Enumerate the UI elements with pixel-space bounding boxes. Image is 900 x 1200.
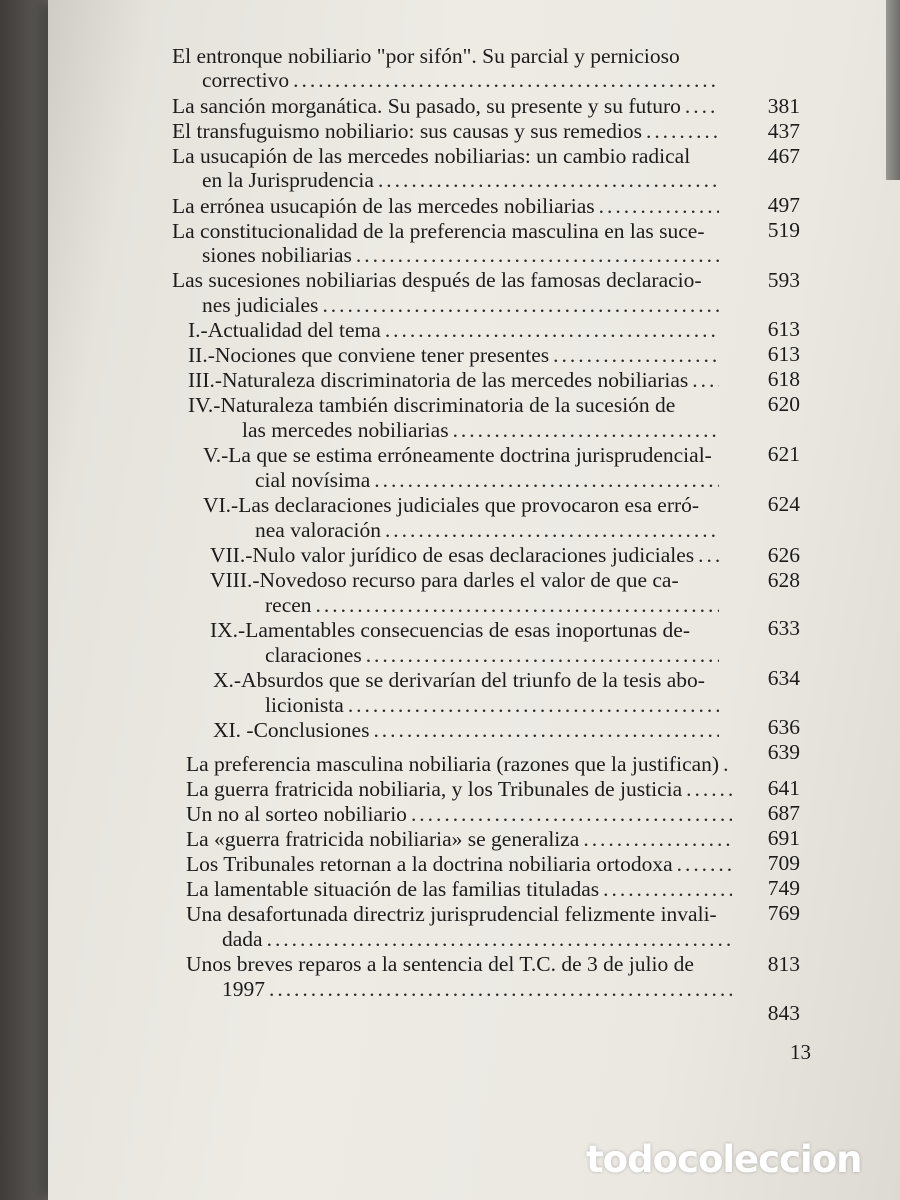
toc-entry-text: II.-Nociones que conviene tener presentes	[188, 343, 550, 367]
toc-entry	[186, 952, 694, 976]
dot-leader	[692, 368, 719, 392]
toc-entry-text: La lamentable situación de las familias tituladas	[186, 877, 600, 901]
toc-entry-text: cial novísima	[255, 468, 371, 492]
toc-entry	[203, 493, 699, 517]
toc-entry-text: Las sucesiones nobiliarias después de las famosas declaracio-	[172, 268, 702, 292]
toc-entry	[186, 752, 738, 776]
toc-entry-text: La sanción morganática. Su pasado, su presente y su futuro	[172, 94, 681, 118]
toc-entry	[188, 318, 725, 342]
toc-entry	[172, 119, 725, 143]
toc-entry-text: Una desafortunada directriz jurisprudencial felizmente invali-	[186, 902, 717, 926]
dot-leader	[411, 802, 732, 826]
toc-entry	[186, 827, 738, 851]
toc-entry-text: nes judiciales	[202, 293, 319, 317]
toc-page-number: 624	[767, 492, 800, 516]
toc-entry	[265, 643, 725, 667]
toc-entry-text: Unos breves reparos a la sentencia del T.C. de 3 de julio de	[186, 952, 694, 976]
toc-entry	[213, 668, 705, 692]
toc-entry-text: VIII.-Novedoso recurso para darles el valor de que ca-	[210, 568, 679, 592]
toc-page-number: 769	[767, 901, 800, 925]
toc-entry-text: licionista	[265, 693, 344, 717]
toc-entry-text: correctivo	[202, 68, 290, 92]
toc-entry	[210, 568, 679, 592]
toc-page-number: 620	[767, 392, 800, 416]
page-number: 13	[790, 1040, 811, 1064]
dot-leader	[453, 418, 719, 442]
toc-page-number: 633	[767, 616, 800, 640]
toc-page-number: 613	[767, 342, 800, 366]
toc-entry-text: I.-Actualidad del tema	[188, 318, 381, 342]
dot-leader	[374, 468, 719, 492]
toc-entry	[222, 927, 738, 951]
toc-page-number: 381	[767, 94, 800, 118]
toc-entry	[210, 618, 690, 642]
toc-entry-text: claraciones	[265, 643, 362, 667]
toc-page-number: 687	[767, 801, 800, 825]
toc-entry-text: La «guerra fratricida nobiliaria» se generaliza	[186, 827, 580, 851]
toc-entry-text: V.-La que se estima erróneamente doctrina jurisprudencial-	[203, 443, 712, 467]
toc-entry	[265, 593, 725, 617]
toc-entry	[202, 243, 725, 267]
toc-entry-text: X.-Absurdos que se derivarían del triunfo de la tesis abo-	[213, 668, 705, 692]
toc-entry	[222, 977, 738, 1001]
toc-entry-text: VII.-Nulo valor jurídico de esas declaraciones judiciales	[210, 543, 695, 567]
toc-entry	[265, 693, 725, 717]
toc-page-number: 843	[767, 1001, 800, 1025]
toc-entry-text: IX.-Lamentables consecuencias de esas inoportunas de-	[210, 618, 690, 642]
toc-entry-text: La usucapión de las mercedes nobiliarias: un cambio radical	[172, 144, 691, 168]
dot-leader	[269, 977, 732, 1001]
toc-page-number: 593	[767, 268, 800, 292]
toc-page-number: 621	[767, 442, 800, 466]
dot-leader	[553, 343, 719, 367]
toc-entry	[172, 219, 704, 243]
dot-leader	[646, 119, 719, 143]
dot-leader	[686, 777, 732, 801]
toc-entry-text: dada	[222, 927, 263, 951]
toc-entry	[188, 343, 725, 367]
toc-entry-text: IV.-Naturaleza también discriminatoria de la sucesión de	[188, 393, 676, 417]
dot-leader	[316, 593, 719, 617]
dot-leader	[385, 318, 719, 342]
toc-entry-text: La guerra fratricida nobiliaria, y los Tribunales de justicia	[186, 777, 683, 801]
toc-entry-text: XI. -Conclusiones	[213, 718, 370, 742]
dot-leader	[267, 927, 732, 951]
toc-entry	[203, 443, 712, 467]
toc-page-number: 641	[767, 776, 800, 800]
toc-entry-text: Un no al sorteo nobiliario	[186, 802, 407, 826]
dot-leader	[385, 518, 719, 542]
toc-entry	[202, 168, 725, 192]
page-edge	[886, 0, 900, 180]
toc-page-number: 467	[767, 144, 800, 168]
toc-entry-text: 1997	[222, 977, 265, 1001]
watermark-logo: todocoleccion	[586, 1138, 862, 1181]
toc-entry-text: VI.-Las declaraciones judiciales que provocaron esa erró-	[203, 493, 700, 517]
dot-leader	[293, 68, 719, 92]
toc-page-number: 813	[767, 952, 800, 976]
toc-page-number: 626	[767, 543, 800, 567]
toc-entry-text: siones nobiliarias	[202, 243, 352, 267]
dot-leader	[373, 718, 719, 742]
dot-leader	[348, 693, 719, 717]
toc-page-number: 497	[767, 193, 800, 217]
toc-page-number: 691	[767, 826, 800, 850]
toc-page-number: 636	[767, 715, 800, 739]
toc-entry	[172, 144, 690, 168]
toc-entry-text: La constitucionalidad de la preferencia masculina en las suce-	[172, 219, 705, 243]
toc-entry-text: las mercedes nobiliarias	[242, 418, 449, 442]
toc-page-number: 634	[767, 666, 800, 690]
toc-entry-text: El entronque nobiliario "por sifón". Su parcial y pernicioso	[172, 44, 680, 68]
toc-entry-text: El transfuguismo nobiliario: sus causas y sus remedios	[172, 119, 642, 143]
toc-entry	[172, 268, 702, 292]
toc-entry	[186, 802, 738, 826]
toc-entry	[213, 718, 725, 742]
toc-entry-text: III.-Naturaleza discriminatoria de las mercedes nobiliarias	[188, 368, 689, 392]
toc-entry	[242, 418, 725, 442]
toc-entry	[202, 68, 725, 92]
toc-page-number: 628	[767, 568, 800, 592]
toc-entry-text: recen	[265, 593, 312, 617]
toc-page-number: 613	[767, 317, 800, 341]
toc-entry	[188, 393, 675, 417]
toc-page-number: 639	[767, 740, 800, 764]
toc-entry	[210, 543, 725, 567]
dot-leader	[366, 643, 719, 667]
toc-entry-text: nea valoración	[255, 518, 381, 542]
dot-leader	[698, 543, 719, 567]
dot-leader	[356, 243, 719, 267]
toc-entry-text: La errónea usucapión de las mercedes nobiliarias	[172, 194, 595, 218]
toc-entry	[172, 44, 680, 68]
dot-leader	[583, 827, 732, 851]
toc-entry	[186, 852, 738, 876]
dot-leader	[603, 877, 732, 901]
toc-page-number: 519	[767, 218, 800, 242]
dot-leader	[378, 168, 719, 192]
toc-page-number: 437	[767, 119, 800, 143]
toc-entry	[188, 368, 725, 392]
dot-leader	[677, 852, 732, 876]
toc-entry	[186, 777, 738, 801]
toc-entry	[186, 902, 717, 926]
toc-entry	[255, 468, 725, 492]
toc-entry-text: en la Jurisprudencia	[202, 168, 374, 192]
toc-page-number: 618	[767, 367, 800, 391]
toc-entry	[186, 877, 738, 901]
dot-leader	[599, 194, 719, 218]
toc-entry-text: Los Tribunales retornan a la doctrina nobiliaria ortodoxa	[186, 852, 673, 876]
dot-leader	[322, 293, 719, 317]
toc-entry	[172, 94, 725, 118]
toc-entry	[202, 293, 725, 317]
toc-page-number: 709	[767, 851, 800, 875]
toc-page-number: 749	[767, 876, 800, 900]
dot-leader	[685, 94, 719, 118]
toc-entry	[255, 518, 725, 542]
toc-entry-text: La preferencia masculina nobiliaria (razones que la justifican)	[186, 752, 720, 776]
toc-entry	[172, 194, 725, 218]
